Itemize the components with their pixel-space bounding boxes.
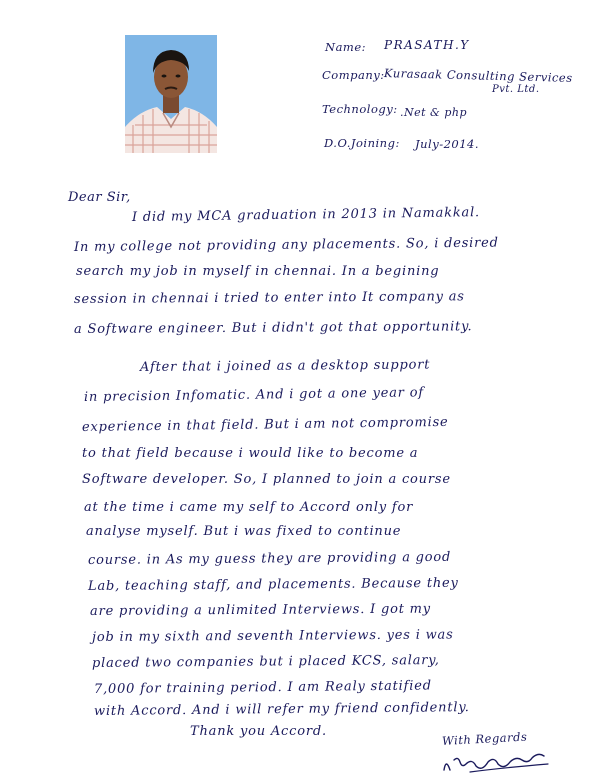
letter-line: placed two companies but i placed KCS, salary, — [91, 652, 440, 671]
applicant-photo — [125, 35, 217, 153]
name-label: Name: — [325, 40, 367, 54]
technology-value: .Net & php — [400, 106, 468, 119]
handwritten-signature — [440, 748, 560, 778]
closing-regards: With Regards — [441, 729, 528, 748]
letter-line: Software developer. So, I planned to join a course — [82, 472, 451, 487]
letter-line: experience in that field. But i am not compromise — [81, 414, 449, 435]
letter-line: to that field because i would like to become a — [82, 446, 419, 461]
letter-line: In my college not providing any placements. So, i desired — [73, 235, 499, 255]
letter-line: at the time i came my self to Accord only for — [84, 500, 414, 515]
letter-line: I did my MCA graduation in 2013 in Namakkal. — [131, 205, 481, 225]
portrait-image — [125, 35, 217, 153]
letter-line: search my job in myself in chennai. In a begining — [76, 264, 440, 279]
technology-label: Technology: — [322, 102, 398, 116]
name-value: PRASATH.Y — [384, 38, 470, 52]
company-value-line-2: Pvt. Ltd. — [492, 84, 540, 95]
joining-value: July-2014. — [415, 137, 479, 151]
letter-line: session in chennai i tried to enter into It company as — [73, 289, 465, 307]
letter-line: analyse myself. But i was fixed to continue — [86, 524, 402, 539]
letter-line: Lab, teaching staff, and placements. Because they — [87, 575, 459, 594]
joining-label: D.O.Joining: — [324, 136, 400, 150]
letter-line: 7,000 for training period. I am Realy statified — [93, 678, 432, 697]
letter-line: job in my sixth and seventh Interviews. yes i was — [91, 627, 454, 645]
company-label: Company: — [322, 68, 385, 82]
letter-line: with Accord. And i will refer my friend confidently. — [93, 700, 470, 719]
letter-line: course. in As my guess they are providing a good — [87, 549, 452, 568]
salutation: Dear Sir, — [68, 190, 131, 205]
letter-line: a Software engineer. But i didn't got that opportunity. — [73, 319, 473, 337]
letter-line: in precision Infomatic. And i got a one year of — [83, 385, 425, 405]
thanks-line: Thank you Accord. — [190, 724, 327, 739]
company-value: Kurasaak Consulting Services — [383, 66, 573, 85]
letter-line: After that i joined as a desktop support — [139, 357, 431, 375]
letter-line: are providing a unlimited Interviews. I got my — [89, 601, 431, 619]
